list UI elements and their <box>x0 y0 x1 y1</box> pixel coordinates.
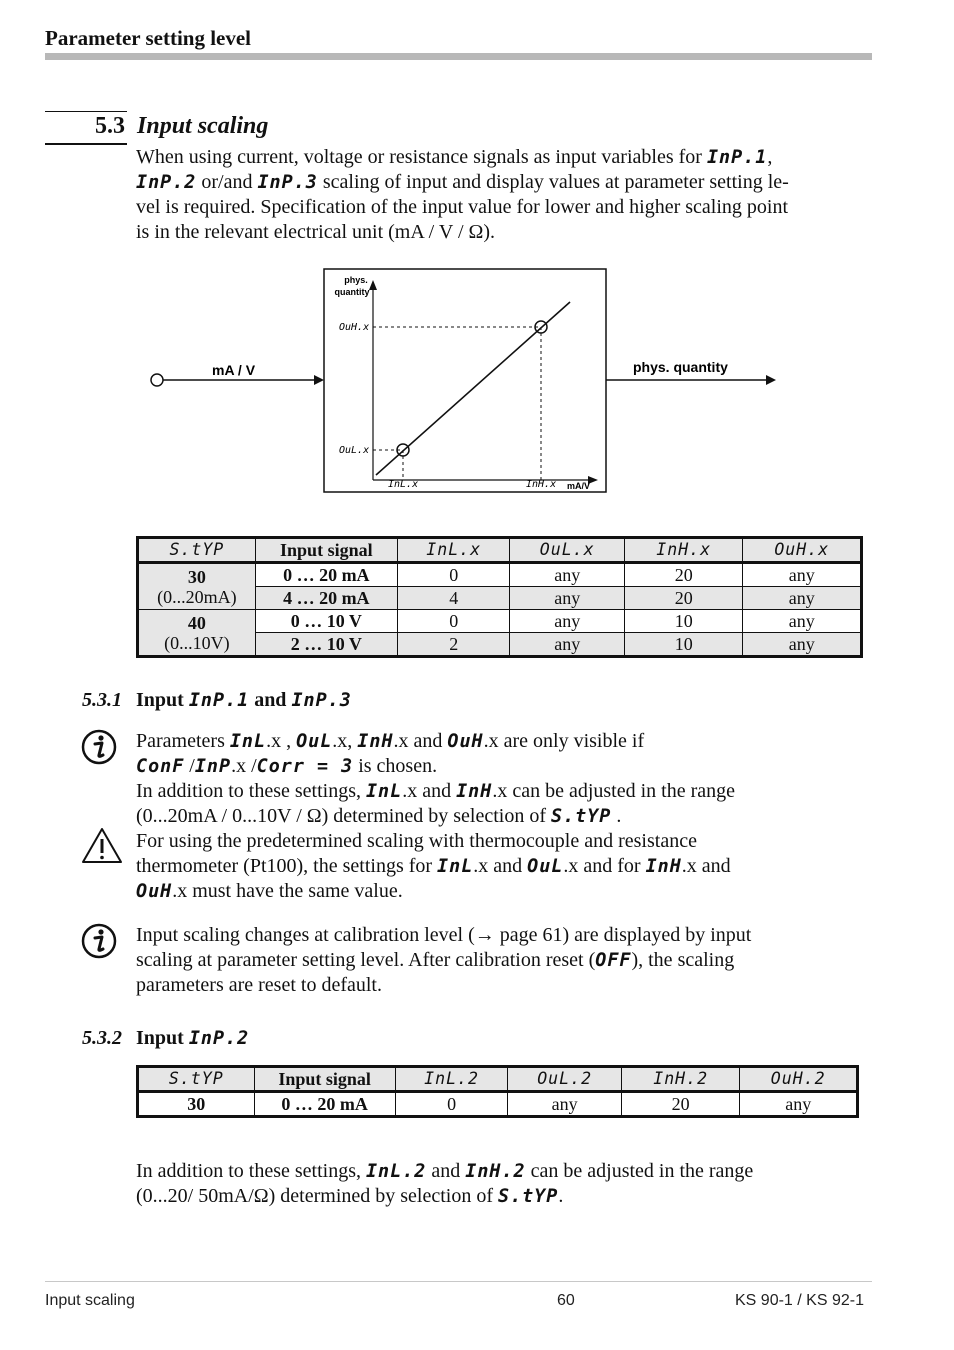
table-cell: any <box>740 1092 858 1117</box>
header-cell: Input signal <box>255 538 397 563</box>
subsection-number: 5.3.2 <box>82 1027 122 1049</box>
table-row <box>138 610 862 633</box>
diagram-box <box>324 269 606 492</box>
input-arrow-icon <box>314 375 324 385</box>
group-code: 40 <box>187 612 206 633</box>
header-cell: InH.2 <box>621 1067 740 1092</box>
y-axis-label-2: quantity <box>334 287 370 297</box>
section-number: 5.3 <box>95 113 125 139</box>
table-row <box>138 1092 858 1117</box>
info-icon <box>80 922 118 960</box>
note-visibility <box>136 729 876 829</box>
header-cell: InH.x <box>624 538 742 563</box>
intro-line-2: InP.2 or/and InP.3 scaling of input and display values at parameter setting le- <box>136 171 789 193</box>
header-cell: OuH.x <box>743 538 862 563</box>
table-cell: 20 <box>621 1092 740 1117</box>
y-axis-label-1: phys. <box>344 275 368 285</box>
table-cell: 30 <box>138 1092 255 1117</box>
table-cell: 2 <box>397 633 510 657</box>
header-cell: Input signal <box>254 1067 395 1092</box>
table-cell: 0 <box>397 563 510 587</box>
inl-label: InL.x <box>388 479 419 490</box>
page-number: 60 <box>557 1292 575 1309</box>
note-line-3: In addition to these settings, InL.x and InH.x can be adjusted in the range <box>136 780 735 802</box>
table-cell: 0 <box>395 1092 508 1117</box>
footer-section: Input scaling <box>45 1292 135 1309</box>
table-cell: any <box>510 587 625 610</box>
inh-label: InH.x <box>526 479 557 490</box>
table-cell: any <box>743 563 862 587</box>
table-cell: any <box>743 633 862 657</box>
scaling-table <box>136 536 863 658</box>
header-cell: S.tYP <box>138 1067 255 1092</box>
note-calibration <box>136 923 876 998</box>
note-line-4: (0...20mA / 0...10V / Ω) determined by selection of S.tYP . <box>136 805 622 827</box>
table-row <box>138 563 862 587</box>
warning-line-1: For using the predetermined scaling with thermocouple and resistance <box>136 830 697 852</box>
intro-line-4: is in the relevant electrical unit (mA / V / Ω). <box>136 221 496 243</box>
footer-rule <box>45 1281 872 1282</box>
warning-icon <box>80 826 124 866</box>
section-rule-bottom <box>45 143 127 145</box>
table-cell: 0 … 10 V <box>255 610 397 633</box>
calibration-line-3: parameters are reset to default. <box>136 974 382 996</box>
subsection-title: Input InP.2 <box>136 1027 250 1049</box>
table-cell: 20 <box>624 587 742 610</box>
ouh-label: OuH.x <box>339 322 370 333</box>
section-title: Input scaling <box>137 113 269 139</box>
table-cell: any <box>508 1092 622 1117</box>
table-cell: 10 <box>624 610 742 633</box>
table-cell: any <box>743 587 862 610</box>
table-cell: any <box>510 610 625 633</box>
intro-line-1: When using current, voltage or resistance signals as input variables for InP.1, <box>136 146 773 168</box>
scaling-diagram <box>140 262 800 502</box>
group-code: 30 <box>187 566 206 587</box>
warning-line-2: thermometer (Pt100), the settings for InL.x and OuL.x and for InH.x and <box>136 855 731 877</box>
table-cell: 4 … 20 mA <box>255 587 397 610</box>
inp2-scaling-table <box>136 1065 859 1118</box>
input-terminal-icon <box>151 374 163 386</box>
warning-line-3: OuH.x must have the same value. <box>136 880 403 902</box>
output-arrow-icon <box>766 375 776 385</box>
table-cell: 4 <box>397 587 510 610</box>
table-cell: 10 <box>624 633 742 657</box>
group-cell <box>138 610 256 657</box>
intro-line-3: vel is required. Specification of the input value for lower and higher scaling point <box>136 196 789 218</box>
header-cell: InL.x <box>397 538 510 563</box>
closing-line-2: (0...20/ 50mA/Ω) determined by selection of S.tYP. <box>136 1185 564 1207</box>
table-cell: 0 … 20 mA <box>254 1092 395 1117</box>
subsection-title: Input InP.1 and InP.3 <box>136 689 352 711</box>
intro-paragraph <box>136 145 876 245</box>
table-cell: any <box>510 633 625 657</box>
table-cell: any <box>743 610 862 633</box>
table-cell: 2 … 10 V <box>255 633 397 657</box>
info-icon <box>80 728 118 766</box>
output-label: phys. quantity <box>633 359 728 375</box>
calibration-line-1: Input scaling changes at calibration level (→ page 61) are displayed by input <box>136 924 752 946</box>
note-line-2: ConF /InP.x /Corr = 3 is chosen. <box>136 755 438 777</box>
warning-paragraph <box>136 829 876 904</box>
oul-label: OuL.x <box>339 445 370 456</box>
table-cell: 20 <box>624 563 742 587</box>
table-cell: 0 <box>397 610 510 633</box>
header-title: Parameter setting level <box>45 26 252 50</box>
group-range: (0...20mA) <box>157 586 237 607</box>
subsection-number: 5.3.1 <box>82 689 122 711</box>
x-axis-unit: mA/V <box>567 481 591 491</box>
closing-line-1: In addition to these settings, InL.2 and InH.2 can be adjusted in the range <box>136 1160 754 1182</box>
header-cell: OuL.x <box>510 538 625 563</box>
section-rule-top <box>45 111 127 112</box>
group-range: (0...10V) <box>164 632 230 653</box>
footer-product: KS 90-1 / KS 92-1 <box>735 1292 864 1309</box>
table-cell: 0 … 20 mA <box>255 563 397 587</box>
closing-paragraph <box>136 1159 876 1209</box>
header-cell: OuL.2 <box>508 1067 622 1092</box>
header-cell: OuH.2 <box>740 1067 858 1092</box>
group-cell <box>138 563 256 610</box>
header-cell: InL.2 <box>395 1067 508 1092</box>
header-bar <box>45 53 872 60</box>
input-label: mA / V <box>212 362 256 378</box>
calibration-line-2: scaling at parameter setting level. After calibration reset (OFF), the scaling <box>136 949 735 971</box>
table-cell: any <box>510 563 625 587</box>
header-cell: S.tYP <box>138 538 256 563</box>
note-line-1: Parameters InL.x , OuL.x, InH.x and OuH.x are only visible if <box>136 730 645 752</box>
